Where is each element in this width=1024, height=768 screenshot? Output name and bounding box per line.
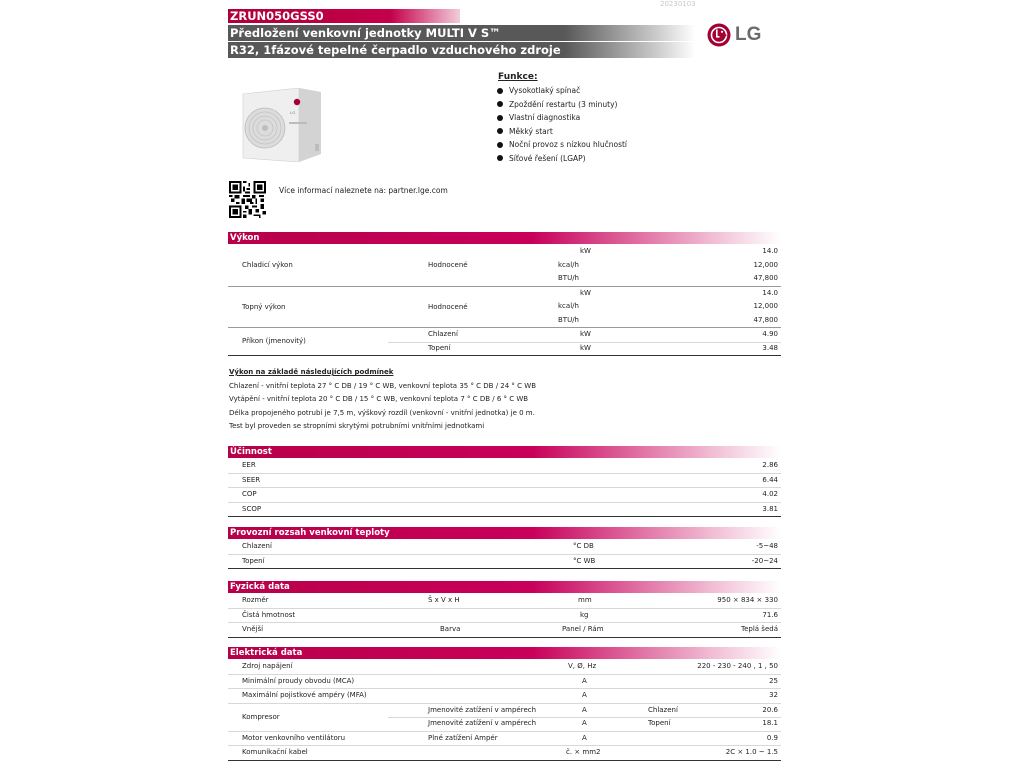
unit-kw: kW [580,288,591,297]
table-cell: Š x V x H [428,596,460,604]
table-cell: Maximální pojistkové ampéry (MFA) [242,691,367,699]
table-cell: 2C × 1.0 ~ 1.5 [725,748,778,756]
unit-a: A [582,719,587,727]
table-cell: Zdroj napájení [242,662,293,670]
table-row [228,555,781,570]
svg-text:LG: LG [290,110,296,115]
heating-block [228,287,781,329]
lg-logo [707,22,767,48]
table-cell: mm [578,596,592,604]
heating-rated: Hodnocené [428,302,468,311]
cooling-btu-value: 47,800 [753,274,778,282]
compressor-cool-label: Chlazení [648,705,678,714]
table-cell: EER [242,461,256,469]
function-item: Vysokotlaký spínač [497,84,627,98]
table-cell: A [582,676,587,685]
power-heat-value: 3.48 [762,343,778,352]
table-cell: Teplá šedá [741,625,778,633]
model-number: ZRUN050GSS0 [228,9,460,23]
table-row [228,732,781,747]
table-row [228,459,781,474]
elektricka-table [228,660,781,761]
title-line-2: R32, 1fázové tepelné čerpadlo vzduchového zdroje [228,42,695,58]
section-elektricka: Elektrická data [228,647,781,659]
table-cell: 32 [769,691,778,699]
table-cell: -5~48 [756,542,778,550]
unit-btu: BTU/h [558,274,579,282]
ucinnost-table [228,459,781,517]
rozsah-table [228,540,781,569]
unit-kw: kW [580,330,591,338]
table-cell: 25 [769,676,778,685]
rla-label: Jmenovité zatížení v ampérech [428,719,537,727]
power-block [228,328,781,356]
table-cell: Komunikační kabel [242,748,308,756]
table-cell: kg [580,610,589,619]
compressor-heat-value: 18.1 [762,719,778,727]
cooling-rated: Hodnocené [428,261,468,269]
table-cell: č. × mm2 [566,748,601,756]
functions-title: Funkce: [498,72,538,82]
condition-line: Chlazení - vnitřní teplota 27 ° C DB / 19 ° C WB, venkovní teplota 35 ° C DB / 24 ° C WB [229,381,536,390]
document-date: 20230103 [660,0,696,8]
table-row [228,474,781,489]
unit-kw: kW [580,343,591,352]
heating-btu-value: 47,800 [753,315,778,324]
condition-line: Délka propojeného potrubí je 7,5 m, výškový rozdíl (venkovní - vnitřní jednotka) je 0 m. [229,408,535,417]
unit-kcal: kcal/h [558,260,579,269]
table-row [228,689,781,704]
power-label: Příkon (jmenovitý) [242,337,306,345]
heating-kcal-value: 12,000 [753,302,778,310]
table-cell: 6.44 [762,475,778,484]
unit-kcal: kcal/h [558,302,579,310]
function-item: Měkký start [497,125,627,139]
unit-kw: kW [580,247,591,255]
lg-logo-text: LG [735,24,762,45]
table-row [228,540,781,555]
lg-face-icon [707,23,731,47]
table-cell: 0.9 [766,733,778,742]
table-cell: Čistá hmotnost [242,610,296,619]
power-cool-value: 4.90 [762,330,778,338]
function-item: Síťové řešení (LGAP) [497,152,627,166]
section-vykon: Výkon [228,232,781,244]
unit-a: A [582,705,587,714]
function-item: Vlastní diagnostika [497,111,627,125]
table-cell: °C DB [573,542,594,550]
table-cell: 71.6 [762,610,778,619]
table-cell: 4.02 [762,490,778,498]
table-row [228,488,781,503]
table-cell: 220 - 230 - 240 , 1 , 50 [697,662,778,670]
table-cell: Plné zatížení Ampér [428,733,498,742]
table-cell: Panel / Rám [562,625,604,633]
table-cell: SCOP [242,504,262,513]
table-cell: Barva [440,625,461,633]
power-heat-label: Topení [428,343,451,352]
section-rozsah: Provozní rozsah venkovní teploty [228,527,781,539]
more-info-text: Více informací naleznete na: partner.lge.com [279,186,448,195]
condition-line: Vytápění - vnitřní teplota 20 ° C DB / 15 ° C WB, venkovní teplota 7 ° C DB / 6 ° C WB [229,395,529,403]
bullet-icon [497,101,503,107]
bullet-icon [497,155,503,161]
compressor-block [228,704,781,732]
condition-line: Test byl proveden se stropními skrytými potrubními vnitřními jednotkami [229,422,485,430]
function-item: Noční provoz s nízkou hlučností [497,138,627,152]
table-cell: Topení [242,556,265,565]
bullet-icon [497,128,503,134]
title-line-1: Předložení venkovní jednotky MULTI V S™ [228,25,695,41]
table-row [228,594,781,609]
table-cell: Rozměr [242,596,269,604]
cooling-kcal-value: 12,000 [753,260,778,269]
bullet-icon [497,115,503,121]
table-cell: Vnější [242,625,264,633]
table-row [228,675,781,690]
table-cell: A [582,691,587,699]
table-cell: Minimální proudy obvodu (MCA) [242,676,355,685]
table-cell: Chlazení [242,542,272,550]
cooling-block [228,245,781,287]
compressor-heat-label: Topení [648,719,671,727]
table-row [228,660,781,675]
table-row [228,623,781,638]
table-row [228,609,781,624]
conditions-title: Výkon na základě následujících podmínek [229,368,394,376]
table-row [228,746,781,761]
compressor-label: Kompresor [242,712,280,721]
bullet-icon [497,88,503,94]
table-cell: A [582,733,587,742]
rla-label: Jmenovité zatížení v ampérech [428,705,537,714]
table-cell: Motor venkovního ventilátoru [242,733,346,742]
table-cell: °C WB [573,556,596,565]
table-row [228,503,781,518]
compressor-cool-value: 20.6 [762,705,778,714]
functions-list [497,84,627,165]
conditions-notes [229,366,536,434]
section-fyzicka: Fyzická data [228,581,781,593]
table-cell: 950 × 834 × 330 [717,596,778,604]
table-cell: 2.86 [762,461,778,469]
cooling-kw-value: 14.0 [762,247,778,255]
table-cell: V, Ø, Hz [568,662,597,670]
cooling-label: Chladicí výkon [242,261,293,269]
heating-label: Topný výkon [242,302,286,311]
bullet-icon [497,142,503,148]
table-cell: 3.81 [762,504,778,513]
table-cell: COP [242,490,257,498]
table-cell: -20~24 [751,556,778,565]
section-ucinnost: Účinnost [228,446,781,458]
fyzicka-table [228,594,781,638]
table-cell: SEER [242,475,261,484]
power-cool-label: Chlazení [428,330,458,338]
function-item: Zpoždění restartu (3 minuty) [497,98,627,112]
heating-kw-value: 14.0 [762,288,778,297]
vykon-table [228,245,781,356]
unit-btu: BTU/h [558,315,579,324]
qr-code-icon[interactable] [229,181,266,218]
outdoor-unit-image [237,88,321,162]
